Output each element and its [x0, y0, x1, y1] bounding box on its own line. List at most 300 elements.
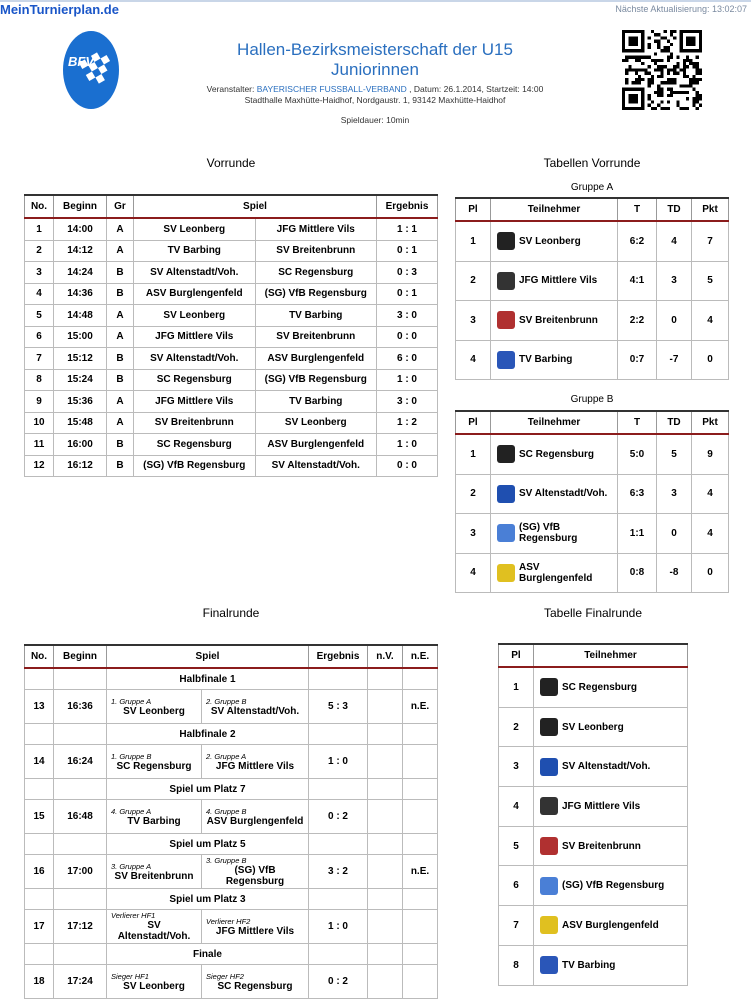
team-cell [491, 221, 618, 261]
home-team: TV Barbing [134, 240, 256, 262]
home-team: JFG Mittlere Vils [134, 391, 256, 413]
team-cell [491, 434, 618, 474]
final-match-row [25, 745, 438, 779]
team-cell [534, 707, 688, 747]
stage-title: Halbfinale 1 [107, 668, 309, 690]
team-name: SV Altenstadt/Voh. [519, 488, 608, 500]
standings-row [456, 474, 729, 514]
away-team: JFG Mittlere Vils [255, 218, 377, 240]
team-name: SV Breitenbrunn [562, 840, 641, 852]
match-number: 9 [25, 391, 54, 413]
rank: 8 [499, 945, 534, 985]
match-result: 3 : 0 [377, 391, 438, 413]
bfv-logo [62, 30, 120, 110]
team-crest-icon [497, 445, 515, 463]
team [540, 877, 685, 895]
team-name: ASV Burglengenfeld [562, 919, 659, 931]
match-result: 1 : 1 [377, 218, 438, 240]
seed-label: Sieger HF2 [206, 971, 244, 981]
goal-diff: 0 [657, 514, 692, 554]
match-time: 16:24 [54, 745, 107, 779]
seed-label: 3. Gruppe B [206, 856, 247, 865]
group-b-table [455, 410, 729, 593]
match-time: 17:12 [54, 910, 107, 944]
team-cell [534, 866, 688, 906]
prelim-heading: Vorrunde [206, 156, 256, 170]
team-name: SV Breitenbrunn [519, 314, 598, 326]
seed-label: Verlierer HF1 [111, 911, 156, 920]
team-name: SV Leonberg [123, 705, 185, 717]
team-name: JFG Mittlere Vils [562, 800, 641, 812]
col-header: No. [25, 195, 54, 218]
team-crest-icon [497, 485, 515, 503]
stage-row [25, 944, 438, 965]
stage-title: Finale [107, 944, 309, 965]
team-crest-icon [497, 524, 515, 542]
team-name: (SG) VfB Regensburg [225, 865, 285, 887]
goals: 6:3 [618, 474, 657, 514]
seed-label: 1. Gruppe B [111, 751, 152, 761]
match-number: 14 [25, 745, 54, 779]
rank: 7 [499, 906, 534, 946]
final-team-cell [202, 800, 309, 834]
group-a-table [455, 197, 729, 380]
team [497, 562, 615, 584]
team [497, 311, 615, 329]
match-group: A [107, 305, 134, 327]
match-number: 8 [25, 369, 54, 391]
goal-diff: 5 [657, 434, 692, 474]
team [497, 445, 615, 463]
rank: 1 [499, 667, 534, 707]
match-number: 2 [25, 240, 54, 262]
team-cell [534, 826, 688, 866]
final-match-row [25, 690, 438, 724]
goal-diff: 4 [657, 221, 692, 261]
team-name: SC Regensburg [217, 980, 293, 992]
final-match-row [25, 855, 438, 889]
team-crest-icon [497, 232, 515, 250]
col-header: Pkt [692, 198, 729, 221]
team-cell [534, 667, 688, 707]
qr-code [622, 30, 702, 110]
match-number: 12 [25, 455, 54, 477]
match-row [25, 240, 438, 262]
home-team: JFG Mittlere Vils [134, 326, 256, 348]
final-team-cell [107, 910, 202, 944]
rank: 2 [456, 474, 491, 514]
home-team: SV Breitenbrunn [134, 412, 256, 434]
match-group: A [107, 391, 134, 413]
match-row [25, 412, 438, 434]
match-result: 0 : 3 [377, 262, 438, 284]
match-result: 5 : 3 [309, 690, 368, 724]
team [540, 758, 685, 776]
prelim-schedule-table [24, 194, 438, 477]
goal-diff: 3 [657, 474, 692, 514]
standings-row [456, 301, 729, 341]
match-time: 16:48 [54, 800, 107, 834]
match-time: 14:24 [54, 262, 107, 284]
col-header: Teilnehmer [491, 411, 618, 434]
stage-title: Halbfinale 2 [107, 724, 309, 745]
match-group: B [107, 262, 134, 284]
final-standings-row [499, 787, 688, 827]
col-header: Beginn [54, 645, 107, 668]
final-team-cell [107, 745, 202, 779]
final-standings-row [499, 866, 688, 906]
team [497, 232, 615, 250]
penalties: n.E. [403, 690, 438, 724]
away-team: TV Barbing [255, 391, 377, 413]
match-row [25, 455, 438, 477]
team [497, 485, 615, 503]
match-time: 16:12 [54, 455, 107, 477]
group-a-label: Gruppe A [570, 182, 614, 193]
finals-heading: Finalrunde [202, 606, 260, 620]
prelim-tables-heading: Tabellen Vorrunde [543, 156, 641, 170]
team-crest-icon [540, 877, 558, 895]
col-header: n.V. [368, 645, 403, 668]
team-cell [534, 906, 688, 946]
penalties [403, 800, 438, 834]
stage-title: Spiel um Platz 7 [107, 779, 309, 800]
team-crest-icon [497, 311, 515, 329]
goals: 0:8 [618, 553, 657, 593]
standings-row [456, 553, 729, 593]
match-result: 1 : 0 [377, 434, 438, 456]
team-name: SV Altenstadt/Voh. [210, 705, 300, 717]
rank: 1 [456, 221, 491, 261]
match-result: 0 : 0 [377, 455, 438, 477]
final-team-cell [107, 855, 202, 889]
final-standings-row [499, 826, 688, 866]
team-name: (SG) VfB Regensburg [562, 880, 665, 892]
match-time: 14:36 [54, 283, 107, 305]
home-team: SV Altenstadt/Voh. [134, 262, 256, 284]
match-time: 16:36 [54, 690, 107, 724]
rank: 5 [499, 826, 534, 866]
match-result: 0 : 1 [377, 283, 438, 305]
goal-diff: 0 [657, 301, 692, 341]
col-header: TD [657, 198, 692, 221]
match-row [25, 369, 438, 391]
rank: 6 [499, 866, 534, 906]
penalties: n.E. [403, 855, 438, 889]
points: 0 [692, 340, 729, 380]
team-name: ASV Burglengenfeld [519, 561, 593, 584]
team-crest-icon [540, 797, 558, 815]
standings-row [456, 434, 729, 474]
match-time: 17:24 [54, 965, 107, 999]
team-crest-icon [540, 718, 558, 736]
col-header: Beginn [54, 195, 107, 218]
team-cell [491, 553, 618, 593]
match-result: 0 : 1 [377, 240, 438, 262]
standings-row [456, 514, 729, 554]
final-match-row [25, 800, 438, 834]
team [497, 522, 615, 544]
final-team-cell [202, 855, 309, 889]
match-group: B [107, 283, 134, 305]
team-cell [491, 340, 618, 380]
final-team-cell [107, 690, 202, 724]
away-team: ASV Burglengenfeld [255, 348, 377, 370]
away-team: TV Barbing [255, 305, 377, 327]
col-header: n.E. [403, 645, 438, 668]
away-team: (SG) VfB Regensburg [255, 369, 377, 391]
match-number: 5 [25, 305, 54, 327]
final-team-cell [202, 965, 309, 999]
away-team: SV Leonberg [255, 412, 377, 434]
match-time: 15:48 [54, 412, 107, 434]
col-header: Pkt [692, 411, 729, 434]
away-team: SC Regensburg [255, 262, 377, 284]
match-number: 18 [25, 965, 54, 999]
away-team: ASV Burglengenfeld [255, 434, 377, 456]
seed-label: 4. Gruppe B [206, 806, 247, 816]
stage-row [25, 779, 438, 800]
col-header: Teilnehmer [491, 198, 618, 221]
col-header: Ergebnis [309, 645, 368, 668]
match-time: 15:24 [54, 369, 107, 391]
team-name: SV Breitenbrunn [114, 870, 194, 882]
points: 4 [692, 301, 729, 341]
goal-diff: -8 [657, 553, 692, 593]
match-row [25, 305, 438, 327]
goals: 0:7 [618, 340, 657, 380]
final-team-cell [202, 690, 309, 724]
points: 4 [692, 514, 729, 554]
team-cell [534, 945, 688, 985]
final-team-cell [202, 910, 309, 944]
match-time: 14:12 [54, 240, 107, 262]
team-cell [534, 787, 688, 827]
match-result: 3 : 2 [309, 855, 368, 889]
col-header: Teilnehmer [534, 644, 688, 667]
seed-label: 2. Gruppe B [206, 696, 247, 706]
match-number: 13 [25, 690, 54, 724]
goals: 2:2 [618, 301, 657, 341]
match-group: B [107, 434, 134, 456]
match-row [25, 391, 438, 413]
team-crest-icon [540, 837, 558, 855]
away-team: (SG) VfB Regensburg [255, 283, 377, 305]
standings-row [456, 340, 729, 380]
team [540, 837, 685, 855]
team-crest-icon [540, 956, 558, 974]
team-name: SC Regensburg [116, 760, 192, 772]
team-name: SV Leonberg [519, 235, 581, 247]
team [497, 351, 615, 369]
match-time: 15:00 [54, 326, 107, 348]
match-number: 7 [25, 348, 54, 370]
team-name: SC Regensburg [562, 681, 638, 693]
overtime [368, 965, 403, 999]
final-match-row [25, 965, 438, 999]
match-group: A [107, 326, 134, 348]
team-crest-icon [497, 351, 515, 369]
organizer-link[interactable]: BAYERISCHER FUSSBALL-VERBAND [256, 84, 407, 94]
col-header: Gr [107, 195, 134, 218]
overtime [368, 855, 403, 889]
rank: 3 [456, 514, 491, 554]
rank: 2 [499, 707, 534, 747]
overtime [368, 910, 403, 944]
away-team: SV Breitenbrunn [255, 326, 377, 348]
goal-diff: 3 [657, 261, 692, 301]
final-standings-row [499, 707, 688, 747]
team-crest-icon [497, 272, 515, 290]
stage-title: Spiel um Platz 3 [107, 889, 309, 910]
match-time: 17:00 [54, 855, 107, 889]
team-cell [491, 514, 618, 554]
match-result: 1 : 0 [309, 910, 368, 944]
team-name: SV Leonberg [123, 980, 185, 992]
team-name: TV Barbing [127, 815, 181, 827]
match-row [25, 348, 438, 370]
team-name: JFG Mittlere Vils [519, 275, 598, 287]
seed-label: 1. Gruppe A [111, 696, 152, 706]
match-group: A [107, 412, 134, 434]
match-group: A [107, 240, 134, 262]
team-name: TV Barbing [562, 959, 616, 971]
final-standings-row [499, 945, 688, 985]
col-header: Pl [499, 644, 534, 667]
rank: 3 [456, 301, 491, 341]
stage-row [25, 889, 438, 910]
match-result: 0 : 0 [377, 326, 438, 348]
team-name: SV Altenstadt/Voh. [562, 761, 651, 773]
match-result: 1 : 0 [309, 745, 368, 779]
points: 9 [692, 434, 729, 474]
goals: 5:0 [618, 434, 657, 474]
match-time: 16:00 [54, 434, 107, 456]
match-row [25, 262, 438, 284]
match-group: A [107, 218, 134, 240]
match-result: 0 : 2 [309, 800, 368, 834]
match-number: 11 [25, 434, 54, 456]
col-header: Spiel [134, 195, 377, 218]
overtime [368, 800, 403, 834]
final-table-heading: Tabelle Finalrunde [543, 606, 643, 620]
finals-schedule-table [24, 644, 438, 999]
points: 7 [692, 221, 729, 261]
standings-row [456, 261, 729, 301]
organizer-line: Veranstalter: BAYERISCHER FUSSBALL-VERBAND , Datum: 26.1.2014, Startzeit: 14:00 [206, 84, 544, 94]
team [497, 272, 615, 290]
penalties [403, 965, 438, 999]
rank: 3 [499, 747, 534, 787]
match-number: 4 [25, 283, 54, 305]
page-subtitle: Juniorinnen [331, 60, 419, 79]
match-group: B [107, 348, 134, 370]
final-standings-row [499, 747, 688, 787]
col-header: Pl [456, 198, 491, 221]
team-crest-icon [540, 678, 558, 696]
match-result: 1 : 0 [377, 369, 438, 391]
page-title: Hallen-Bezirksmeisterschaft der U15 [237, 40, 513, 59]
team [540, 956, 685, 974]
away-team: SV Breitenbrunn [255, 240, 377, 262]
col-header: T [618, 411, 657, 434]
team-cell [491, 474, 618, 514]
team [540, 678, 685, 696]
home-team: SC Regensburg [134, 434, 256, 456]
team-crest-icon [497, 564, 515, 582]
match-row [25, 283, 438, 305]
seed-label: Sieger HF1 [111, 971, 149, 981]
home-team: SV Leonberg [134, 218, 256, 240]
team-cell [491, 261, 618, 301]
match-number: 17 [25, 910, 54, 944]
penalties [403, 745, 438, 779]
match-result: 6 : 0 [377, 348, 438, 370]
match-number: 3 [25, 262, 54, 284]
stage-row [25, 724, 438, 745]
col-header: TD [657, 411, 692, 434]
final-standings-table [498, 643, 688, 986]
home-team: SV Altenstadt/Voh. [134, 348, 256, 370]
match-row [25, 218, 438, 240]
points: 5 [692, 261, 729, 301]
match-time: 14:48 [54, 305, 107, 327]
brand-link[interactable]: MeinTurnierplan.de [0, 2, 119, 17]
match-group: B [107, 455, 134, 477]
match-time: 15:12 [54, 348, 107, 370]
standings-row [456, 221, 729, 261]
final-standings-row [499, 667, 688, 707]
venue-line: Stadthalle Maxhütte-Haidhof, Nordgaustr. 1, 93142 Maxhütte-Haidhof [244, 95, 506, 105]
home-team: SV Leonberg [134, 305, 256, 327]
team-name: (SG) VfB Regensburg [519, 522, 578, 545]
team-name: SV Leonberg [562, 721, 624, 733]
match-result: 0 : 2 [309, 965, 368, 999]
col-header: Pl [456, 411, 491, 434]
final-match-row [25, 910, 438, 944]
final-team-cell [202, 745, 309, 779]
team-crest-icon [540, 916, 558, 934]
overtime [368, 690, 403, 724]
svg-text:BFV: BFV [68, 54, 94, 69]
match-number: 6 [25, 326, 54, 348]
team [540, 916, 685, 934]
team-crest-icon [540, 758, 558, 776]
team-cell [534, 747, 688, 787]
penalties [403, 910, 438, 944]
team-name: JFG Mittlere Vils [215, 925, 295, 937]
home-team: ASV Burglengenfeld [134, 283, 256, 305]
match-time: 14:00 [54, 218, 107, 240]
team-name: SV Altenstadt/Voh. [117, 920, 191, 942]
update-timer: Nächste Aktualisierung: 13:02:07 [615, 4, 747, 14]
team-name: ASV Burglengenfeld [206, 815, 304, 827]
away-team: SV Altenstadt/Voh. [255, 455, 377, 477]
rank: 4 [456, 553, 491, 593]
match-time: 15:36 [54, 391, 107, 413]
goals: 6:2 [618, 221, 657, 261]
seed-label: 2. Gruppe A [206, 751, 247, 761]
stage-row [25, 668, 438, 690]
final-standings-row [499, 906, 688, 946]
group-b-label: Gruppe B [570, 394, 614, 405]
team-cell [491, 301, 618, 341]
team-name: JFG Mittlere Vils [215, 760, 295, 772]
col-header: Ergebnis [377, 195, 438, 218]
final-team-cell [107, 800, 202, 834]
overtime [368, 745, 403, 779]
seed-label: 4. Gruppe A [111, 806, 152, 816]
